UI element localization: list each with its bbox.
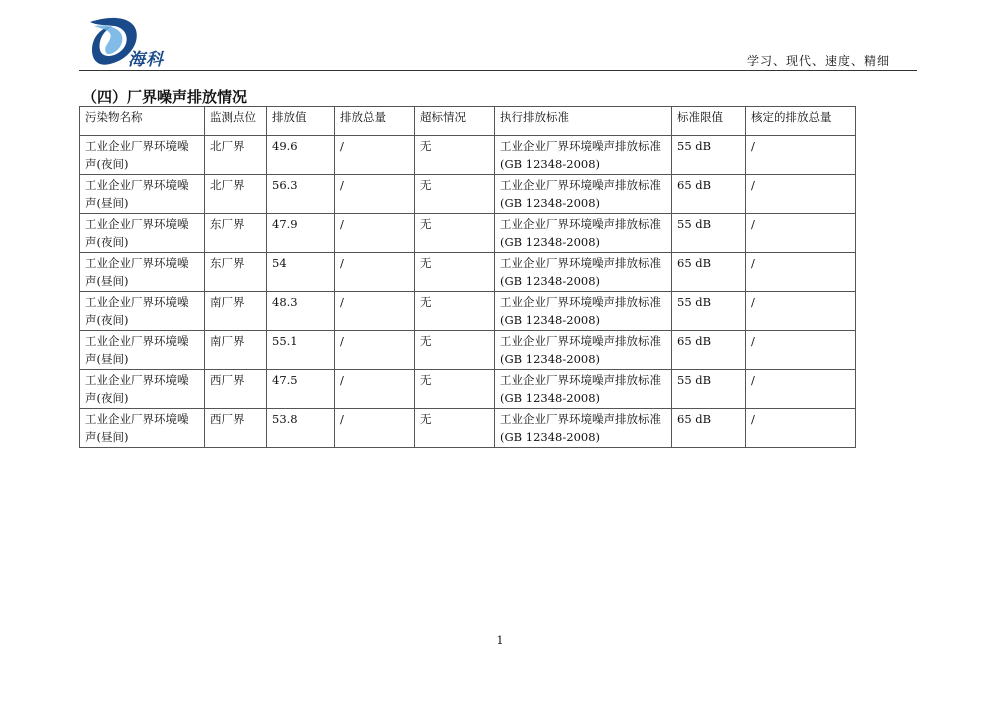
emission-total-cell: / [335, 409, 415, 448]
emission-value-cell: 48.3 [267, 292, 335, 331]
table-row [80, 136, 856, 175]
standard-cell: 工业企业厂界环境噪声排放标准(GB 12348-2008) [495, 253, 672, 292]
emission-value-cell: 53.8 [267, 409, 335, 448]
standard-cell: 工业企业厂界环境噪声排放标准(GB 12348-2008) [495, 370, 672, 409]
exceedance-cell: 无 [415, 331, 495, 370]
limit-cell: 65 dB [672, 253, 746, 292]
table-row [80, 409, 856, 448]
monitoring-point-cell: 南厂界 [205, 292, 267, 331]
page-number: 1 [496, 634, 504, 647]
approved-total-cell: / [746, 253, 856, 292]
limit-cell: 55 dB [672, 370, 746, 409]
logo-text: 海科 [128, 50, 164, 70]
column-header: 排放总量 [335, 107, 415, 136]
pollutant-name-cell: 工业企业厂界环境噪声(夜间) [80, 214, 205, 253]
emission-total-cell: / [335, 253, 415, 292]
pollutant-name-cell: 工业企业厂界环境噪声(昼间) [80, 175, 205, 214]
pollutant-name-cell: 工业企业厂界环境噪声(昼间) [80, 253, 205, 292]
emission-total-cell: / [335, 175, 415, 214]
table-row [80, 292, 856, 331]
monitoring-point-cell: 西厂界 [205, 409, 267, 448]
approved-total-cell: / [746, 409, 856, 448]
standard-cell: 工业企业厂界环境噪声排放标准(GB 12348-2008) [495, 214, 672, 253]
monitoring-point-cell: 西厂界 [205, 370, 267, 409]
column-header: 污染物名称 [80, 107, 205, 136]
header-divider [79, 70, 917, 71]
exceedance-cell: 无 [415, 253, 495, 292]
exceedance-cell: 无 [415, 175, 495, 214]
standard-cell: 工业企业厂界环境噪声排放标准(GB 12348-2008) [495, 331, 672, 370]
emission-value-cell: 55.1 [267, 331, 335, 370]
pollutant-name-cell: 工业企业厂界环境噪声(昼间) [80, 331, 205, 370]
pollutant-name-cell: 工业企业厂界环境噪声(夜间) [80, 292, 205, 331]
column-header: 排放值 [267, 107, 335, 136]
monitoring-point-cell: 东厂界 [205, 253, 267, 292]
column-header: 核定的排放总量 [746, 107, 856, 136]
pollutant-name-cell: 工业企业厂界环境噪声(昼间) [80, 409, 205, 448]
approved-total-cell: / [746, 331, 856, 370]
section-title: （四）厂界噪声排放情况 [82, 88, 248, 106]
exceedance-cell: 无 [415, 292, 495, 331]
limit-cell: 65 dB [672, 409, 746, 448]
emission-total-cell: / [335, 292, 415, 331]
limit-cell: 65 dB [672, 331, 746, 370]
noise-emission-table [79, 106, 856, 448]
table-row [80, 214, 856, 253]
table-row [80, 331, 856, 370]
emission-value-cell: 47.5 [267, 370, 335, 409]
emission-total-cell: / [335, 370, 415, 409]
emission-total-cell: / [335, 331, 415, 370]
column-header: 执行排放标准 [495, 107, 672, 136]
pollutant-name-cell: 工业企业厂界环境噪声(夜间) [80, 370, 205, 409]
monitoring-point-cell: 北厂界 [205, 136, 267, 175]
table-header-row [80, 107, 856, 136]
approved-total-cell: / [746, 175, 856, 214]
header-motto: 学习、现代、速度、精细 [746, 54, 890, 68]
standard-cell: 工业企业厂界环境噪声排放标准(GB 12348-2008) [495, 292, 672, 331]
emission-value-cell: 54 [267, 253, 335, 292]
monitoring-point-cell: 南厂界 [205, 331, 267, 370]
column-header: 标准限值 [672, 107, 746, 136]
limit-cell: 55 dB [672, 136, 746, 175]
monitoring-point-cell: 东厂界 [205, 214, 267, 253]
standard-cell: 工业企业厂界环境噪声排放标准(GB 12348-2008) [495, 136, 672, 175]
table-row [80, 175, 856, 214]
approved-total-cell: / [746, 370, 856, 409]
column-header: 超标情况 [415, 107, 495, 136]
exceedance-cell: 无 [415, 370, 495, 409]
emission-total-cell: / [335, 136, 415, 175]
table-row [80, 253, 856, 292]
limit-cell: 55 dB [672, 214, 746, 253]
emission-total-cell: / [335, 214, 415, 253]
emission-value-cell: 49.6 [267, 136, 335, 175]
emission-value-cell: 56.3 [267, 175, 335, 214]
pollutant-name-cell: 工业企业厂界环境噪声(夜间) [80, 136, 205, 175]
standard-cell: 工业企业厂界环境噪声排放标准(GB 12348-2008) [495, 175, 672, 214]
table-row [80, 370, 856, 409]
exceedance-cell: 无 [415, 136, 495, 175]
monitoring-point-cell: 北厂界 [205, 175, 267, 214]
approved-total-cell: / [746, 292, 856, 331]
exceedance-cell: 无 [415, 214, 495, 253]
emission-value-cell: 47.9 [267, 214, 335, 253]
column-header: 监测点位 [205, 107, 267, 136]
approved-total-cell: / [746, 136, 856, 175]
approved-total-cell: / [746, 214, 856, 253]
limit-cell: 55 dB [672, 292, 746, 331]
exceedance-cell: 无 [415, 409, 495, 448]
standard-cell: 工业企业厂界环境噪声排放标准(GB 12348-2008) [495, 409, 672, 448]
limit-cell: 65 dB [672, 175, 746, 214]
